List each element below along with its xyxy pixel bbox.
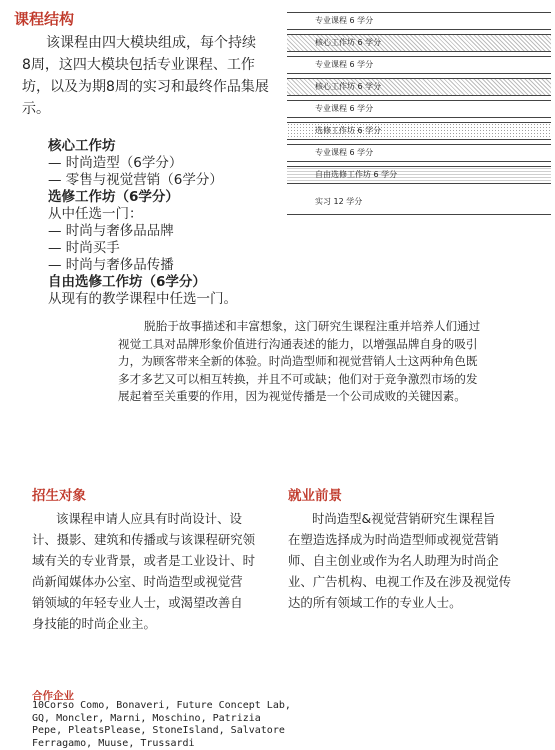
structure-intro [22, 32, 284, 120]
intro-line: 示。 [22, 98, 284, 120]
schedule-bar: 核心工作坊 6 学分 [287, 78, 551, 96]
admission-line: 销领域的年轻专业人士，或渴望改善自 [32, 592, 280, 613]
schedule-bar: 实习 12 学分 [287, 190, 551, 210]
partners-line: 10Corso Como, Bonaveri, Future Concept Lab, [32, 700, 292, 713]
career-line: 在塑造选择成为时尚造型师或视觉营销 [288, 529, 550, 550]
schedule-bar: 选修工作坊 6 学分 [287, 122, 551, 140]
schedule-bar: 专业课程 6 学分 [287, 12, 551, 30]
admission-text [32, 508, 280, 634]
admission-line: 域有关的专业背景，或者是工业设计、时 [32, 550, 280, 571]
module-item: — 时尚买手 [48, 240, 288, 257]
partners-title: 合作企业 [32, 688, 74, 703]
module-item: — 零售与视觉营销（6学分） [48, 172, 288, 189]
module-item: — 时尚与奢侈品品牌 [48, 223, 288, 240]
partners-line: GQ, Moncler, Marni, Moschino, Patrizia [32, 713, 292, 726]
admission-line: 该课程申请人应具有时尚设计、设 [32, 508, 280, 529]
career-line: 业、广告机构、电视工作及在涉及视觉传 [288, 571, 550, 592]
module-item: 从中任选一门： [48, 206, 288, 223]
career-line: 师、自主创业或作为名人助理为时尚企 [288, 550, 550, 571]
intro-line: 该课程由四大模块组成，每个持续 [22, 32, 284, 54]
program-description [118, 318, 548, 406]
admission-line: 计、摄影、建筑和传播或与该课程研究领 [32, 529, 280, 550]
admission-title: 招生对象 [32, 484, 86, 504]
module-heading: 选修工作坊（6学分） [48, 189, 288, 206]
career-line: 达的所有领域工作的专业人士。 [288, 592, 550, 613]
partners-line: Ferragamo, Muuse, Trussardi [32, 738, 292, 750]
schedule-bar: 专业课程 6 学分 [287, 100, 551, 118]
description-line: 力，为顾客带来全新的体验。时尚造型师和视觉营销人士这两种角色既 [118, 353, 548, 371]
description-line: 多才多艺又可以相互转换，并且不可或缺；他们对于竞争激烈市场的发 [118, 371, 548, 389]
schedule-bottom-rule [287, 214, 551, 215]
module-item: 从现有的教学课程中任选一门。 [48, 291, 288, 308]
career-title: 就业前景 [288, 484, 342, 504]
schedule-bar: 核心工作坊 6 学分 [287, 34, 551, 52]
module-heading: 自由选修工作坊（6学分） [48, 274, 288, 291]
structure-title: 课程结构 [14, 8, 74, 29]
intro-line: 8周，这四大模块包括专业课程、工作 [22, 54, 284, 76]
schedule-bar: 专业课程 6 学分 [287, 144, 551, 162]
module-item: — 时尚造型（6学分） [48, 155, 288, 172]
schedule-bar: 自由选修工作坊 6 学分 [287, 166, 551, 184]
partners-line: Pepe, PleatsPlease, StoneIsland, Salvatore [32, 725, 292, 738]
career-text [288, 508, 550, 613]
admission-line: 尚新闻媒体办公室、时尚造型或视觉营 [32, 571, 280, 592]
description-line: 展起着至关重要的作用，因为视觉传播是一个公司成败的关键因素。 [118, 388, 548, 406]
schedule-bar: 专业课程 6 学分 [287, 56, 551, 74]
admission-line: 身技能的时尚企业主。 [32, 613, 280, 634]
description-line: 脱胎于故事描述和丰富想象，这门研究生课程注重并培养人们通过 [118, 318, 548, 336]
module-item: — 时尚与奢侈品传播 [48, 257, 288, 274]
description-line: 视觉工具对品牌形象价值进行沟通表述的能力，以增强品牌自身的吸引 [118, 336, 548, 354]
module-heading: 核心工作坊 [48, 138, 288, 155]
module-list [48, 138, 288, 308]
career-line: 时尚造型&视觉营销研究生课程旨 [288, 508, 550, 529]
schedule-diagram [287, 12, 551, 215]
intro-line: 坊，以及为期8周的实习和最终作品集展 [22, 76, 284, 98]
